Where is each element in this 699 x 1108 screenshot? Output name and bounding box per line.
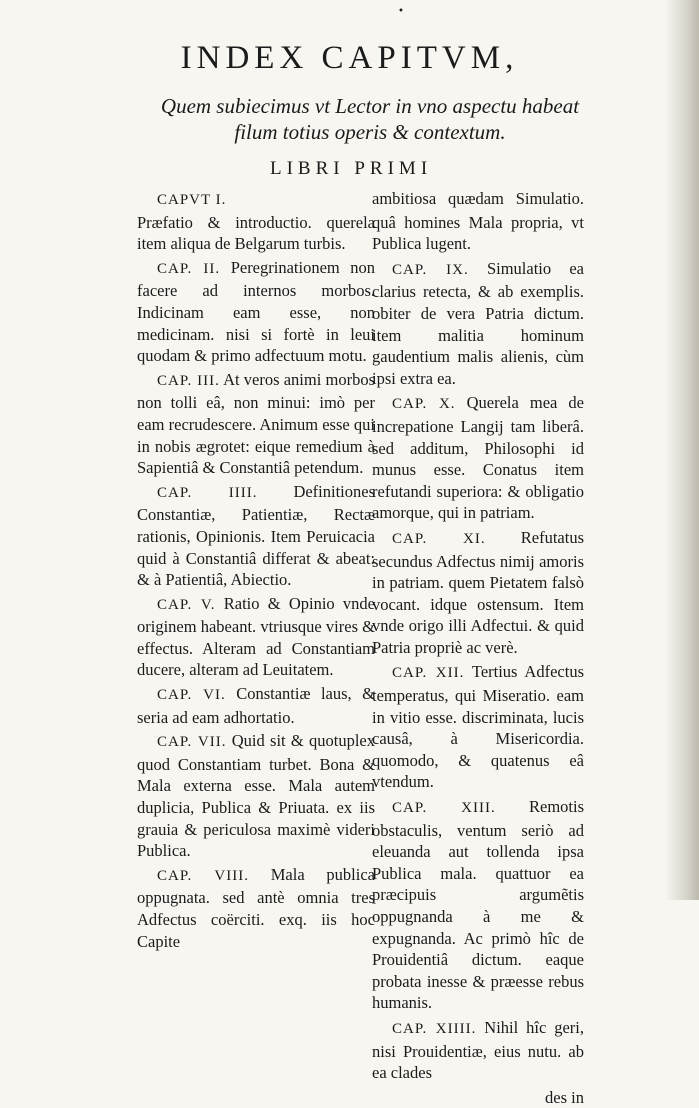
page-edge: [665, 0, 699, 900]
chapter-head: CAPVT I.: [157, 192, 227, 208]
chapter-text: Præfatio & introductio. querela item aliqua de Belgarum turbis.: [137, 212, 375, 254]
chapter-text: Peregrinationem non facere ad internos morbos. Indicinam eam esse, non medicinam. nisi si fortè in leui quodam & primo adfectuum motu.: [137, 257, 376, 366]
chapter-entry: [137, 683, 375, 728]
chapter-entry: [137, 257, 375, 367]
chapter-text: Quid sit & quotuplex quod Constantiam turbet. Bona & Mala externa esse. Mala autem duplicia, Publica & Priuata. ex iis grauia & periculosa maximè videri Publica.: [137, 731, 376, 861]
chapter-head: CAP. X.: [392, 396, 456, 413]
top-mark: •: [398, 6, 404, 17]
chapter-entry: [372, 188, 584, 255]
left-column: [137, 188, 375, 954]
chapter-entry: [137, 188, 375, 255]
chapter-head: CAP. XIII.: [392, 800, 496, 817]
chapter-text: Simulatio ea clarius retecta, & ab exemplis. obiter de vera Patria dictum. item malitia hominum gaudentium malis alienis, cùm ipsi extra ea.: [372, 258, 584, 388]
chapter-text: At veros animi morbos non tolli eâ, non minui: imò per eam recrudescere. Animum esse qui in nobis ægrotet: eique remedium à Sapientiâ & Constantiâ petendum.: [137, 369, 375, 478]
chapter-text: ambitiosa quædam Simulatio. quâ homines Mala propria, vt Publica lugent.: [372, 189, 584, 254]
chapter-head: CAP. III.: [157, 372, 220, 389]
chapter-entry: [372, 661, 584, 793]
chapter-text: Querela mea de increpatione Langij tam liberâ. sed additum, Philosophi id munus esse. Conatus item refutandi superiora: & obligatio amorque, qui in patriam.: [372, 393, 584, 523]
chapter-entry: [137, 593, 375, 681]
chapter-entry: [372, 1017, 584, 1084]
chapter-head: CAP. XIIII.: [392, 1020, 477, 1037]
chapter-text: Remotis obstaculis, ventum seriò ad eleuanda aut tollenda ipsa Publica mala. quattuor ea præcipuis argumẽtis oppugnanda à me & expugnanda. Ac primò hîc de Prouidentiâ dictum. eaque probata inesse & præesse rebus humanis.: [372, 797, 584, 1013]
chapter-entry: [372, 796, 584, 1014]
chapter-text: Mala publica oppugnata. sed antè omnia tres Adfectus coërciti. exq. iis hoc Capite: [137, 864, 375, 951]
chapter-head: CAP. V.: [157, 596, 216, 613]
chapter-entry: [372, 392, 584, 524]
chapter-head: CAP. IX.: [392, 261, 469, 278]
chapter-text: Definitiones Constantiæ, Patientiæ, Rectæ rationis, Opinionis. Item Peruicacia quid à Constantiâ differat & abeat: & à Patientiâ, Abiectio.: [137, 481, 376, 590]
chapter-head: CAP. XI.: [392, 530, 486, 547]
chapter-text: Refutatus secundus Adfectus nimij amoris in patriam. quem Pietatem falsò vocant. idque ostensum. Item vnde origo illi Adfectui. & quid Patria propriè ac verè.: [372, 527, 584, 657]
chapter-head: CAP. VII.: [157, 734, 227, 751]
section-heading: LIBRI PRIMI: [270, 158, 433, 179]
chapter-entry: [372, 527, 584, 659]
chapter-head: CAP. VIII.: [157, 867, 249, 884]
chapter-entry: [137, 481, 375, 591]
page-subtitle: Quem subiecimus vt Lector in vno aspectu habeat filum totius operis & contextum.: [160, 94, 580, 144]
catchword: des in: [545, 1087, 584, 1107]
chapter-entry: [372, 258, 584, 390]
chapter-text: Tertius Adfectus temperatus, qui Miseratio. eam in vitio esse. discriminata, lucis causâ, à Misericordia. quomodo, & quatenus eâ vtendum.: [372, 662, 584, 792]
chapter-head: CAP. XII.: [392, 665, 465, 682]
chapter-head: CAP. II.: [157, 260, 221, 277]
chapter-head: CAP. IIII.: [157, 484, 258, 501]
page-title: INDEX CAPITVM,: [180, 40, 519, 76]
chapter-head: CAP. VI.: [157, 687, 226, 704]
chapter-entry: [137, 730, 375, 862]
chapter-text: Nihil hîc geri, nisi Prouidentiæ, eius nutu. ab ea clades: [372, 1017, 584, 1083]
chapter-entry: [137, 864, 375, 952]
right-column: [372, 188, 584, 1108]
chapter-entry: [137, 369, 375, 479]
chapter-text: Constantiæ laus, & seria ad eam adhortatio.: [137, 684, 375, 727]
chapter-text: Ratio & Opinio vnde originem habeant. vtriusque vires & effectus. Alteram ad Constantiam ducere, alteram ad Leuitatem.: [137, 593, 375, 680]
